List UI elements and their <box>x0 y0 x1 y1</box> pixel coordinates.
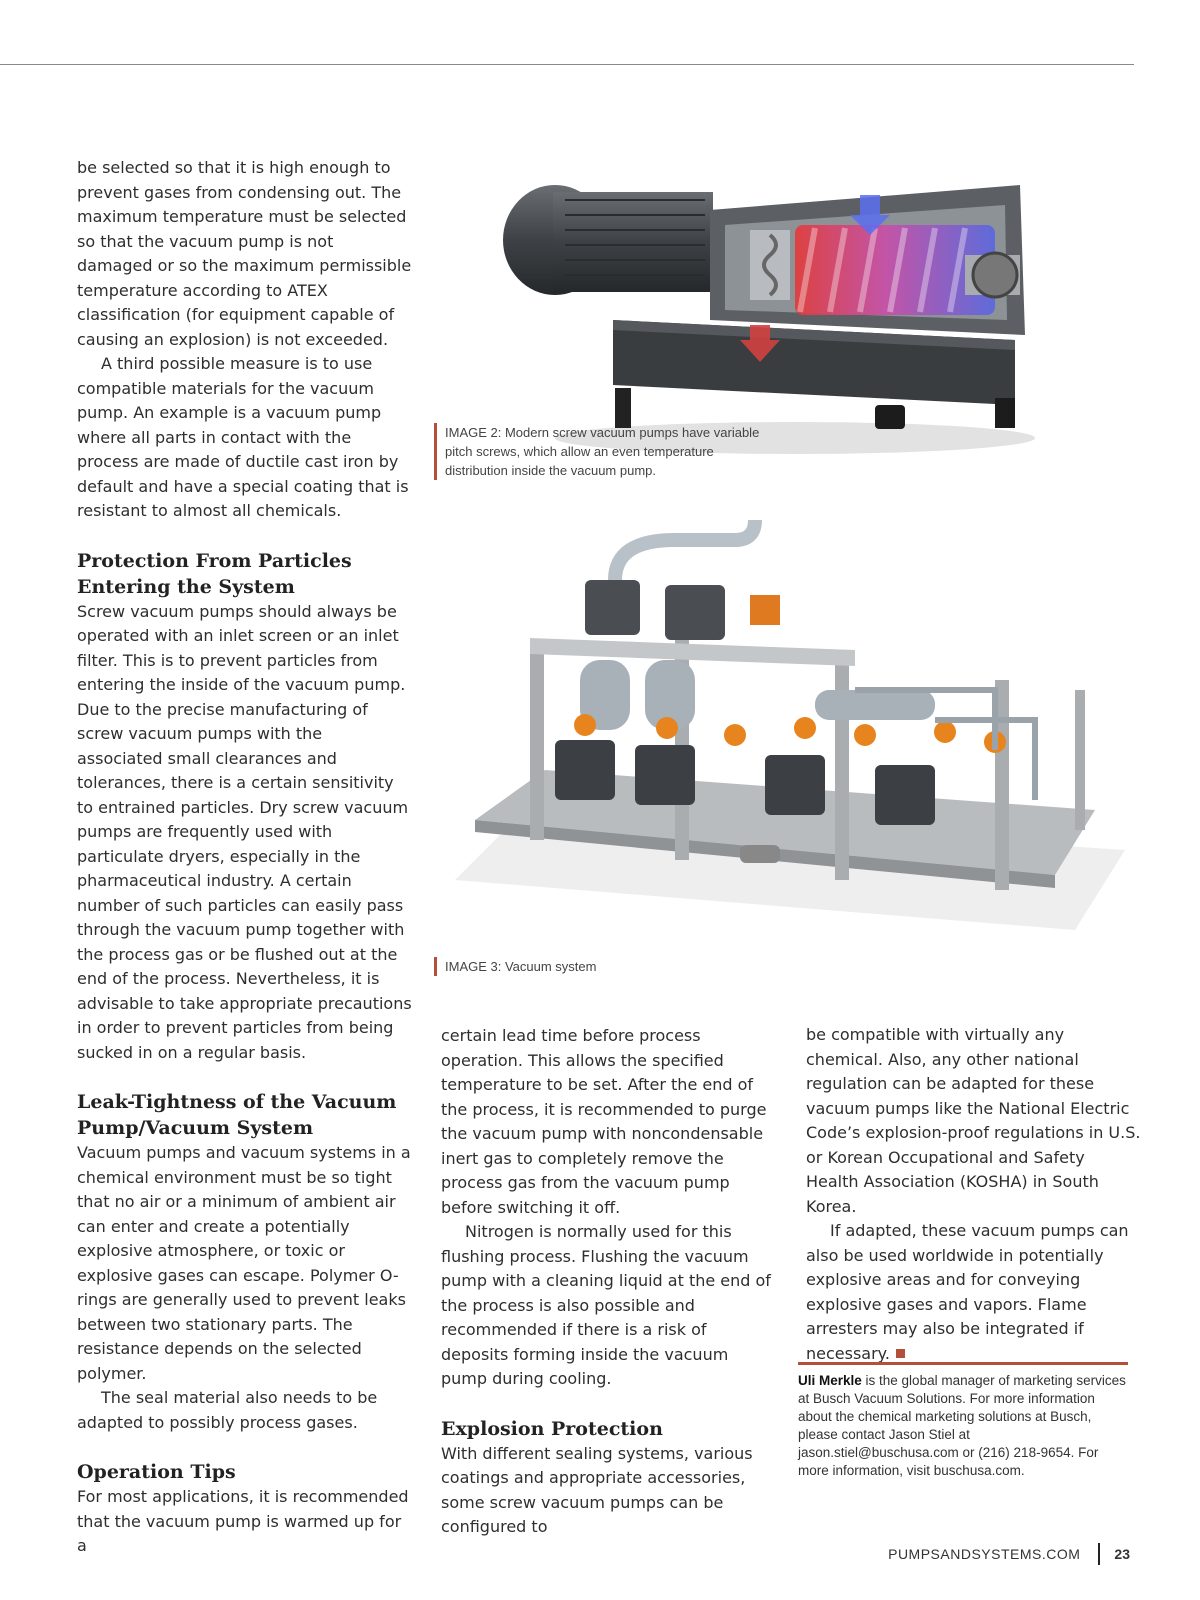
heading-explosion-protection: Explosion Protection <box>441 1417 663 1440</box>
paragraph: be selected so that it is high enough to prevent gases from condensing out. The maximum temperature must be selected so that the vacuum pump is not damaged or so the maximum permissible temperature according to ATEX classification (for equipment capable of causing an explosion) is not exceeded. <box>77 158 412 349</box>
footer-site: PUMPSANDSYSTEMS.COM <box>888 1546 1081 1562</box>
heading-protection-from-particles: Protection From Particles Entering the System <box>77 549 352 598</box>
paragraph: be compatible with virtually any chemical. Also, any other national regulation can be adapted for these vacuum pumps like the National Electric Code’s explosion-proof regulations in U.S. or Korean Occupational and Safety Health Association (KOSHA) in South Korea. <box>806 1025 1141 1216</box>
top-rule <box>0 64 1134 65</box>
column-1 <box>77 156 412 1559</box>
paragraph: The seal material also needs to be adapted to possibly process gases. <box>77 1388 378 1432</box>
bio-rule <box>798 1362 1128 1365</box>
paragraph: Nitrogen is normally used for this flushing process. Flushing the vacuum pump with a cleaning liquid at the end of the process is also possible and recommended if there is a risk of deposits forming inside the vacuum pump during cooling. <box>441 1222 771 1388</box>
column-2 <box>441 1024 776 1540</box>
image-3-caption: IMAGE 3: Vacuum system <box>434 957 745 976</box>
page-number: 23 <box>1114 1546 1130 1562</box>
paragraph: certain lead time before process operation. This allows the specified temperature to be set. After the end of the process, it is recommended to purge the vacuum pump with noncondensable inert gas to completely remove the process gas from the vacuum pump before switching it off. <box>441 1026 767 1217</box>
paragraph: A third possible measure is to use compatible materials for the vacuum pump. An example is a vacuum pump where all parts in contact with the process are made of ductile cast iron by default and have a special coating that is resistant to almost all chemicals. <box>77 354 409 520</box>
author-bio-text: is the global manager of marketing services at Busch Vacuum Solutions. For more information about the chemical marketing solutions at Busch, please contact Jason Stiel at jason.stiel@buschusa.com or (216) 218-9654. For more information, visit buschusa.com. <box>798 1373 1126 1478</box>
end-mark <box>896 1349 905 1358</box>
paragraph: Screw vacuum pumps should always be operated with an inlet screen or an inlet filter. This is to prevent particles from entering the inside of the vacuum pump. Due to the precise manufacturing of screw vacuum pumps with the associated small clearances and tolerances, there is a certain sensitivity to entrained particles. Dry screw vacuum pumps are frequently used with particulate dryers, especially in the pharmaceutical industry. A certain number of such particles can easily pass through the vacuum pump together with the process gas or be flushed out at the end of the process. Nevertheless, it is advisable to take appropriate precautions in order to prevent particles from being sucked in on a regular basis. <box>77 601 412 1062</box>
paragraph: Vacuum pumps and vacuum systems in a chemical environment must be so tight that no air or a minimum of ambient air can enter and create a potentially explosive atmosphere, or toxic or explosive gases can escape. Polymer O-rings are generally used to prevent leaks between two stationary parts. The resistance depends on the selected polymer. <box>77 1143 411 1383</box>
paragraph: With different sealing systems, various coatings and appropriate accessories, some screw vacuum pumps can be configured to <box>441 1443 753 1536</box>
paragraph: If adapted, these vacuum pumps can also be used worldwide in potentially explosive areas and for conveying explosive gases and vapors. Flame arresters may also be integrated if necessary. <box>806 1221 1129 1363</box>
author-bio <box>798 1372 1128 1480</box>
author-name: Uli Merkle <box>798 1373 862 1388</box>
heading-leak-tightness: Leak-Tightness of the Vacuum Pump/Vacuum System <box>77 1091 397 1139</box>
heading-operation-tips: Operation Tips <box>77 1461 236 1483</box>
image-3-vacuum-system-illustration <box>435 520 1125 970</box>
column-3 <box>806 1023 1141 1366</box>
footer <box>888 1543 1130 1565</box>
image-2-caption: IMAGE 2: Modern screw vacuum pumps have variable pitch screws, which allow an even temperature distribution inside the vacuum pump. <box>434 423 775 480</box>
paragraph: For most applications, it is recommended that the vacuum pump is warmed up for a <box>77 1487 409 1555</box>
footer-divider <box>1098 1543 1100 1565</box>
